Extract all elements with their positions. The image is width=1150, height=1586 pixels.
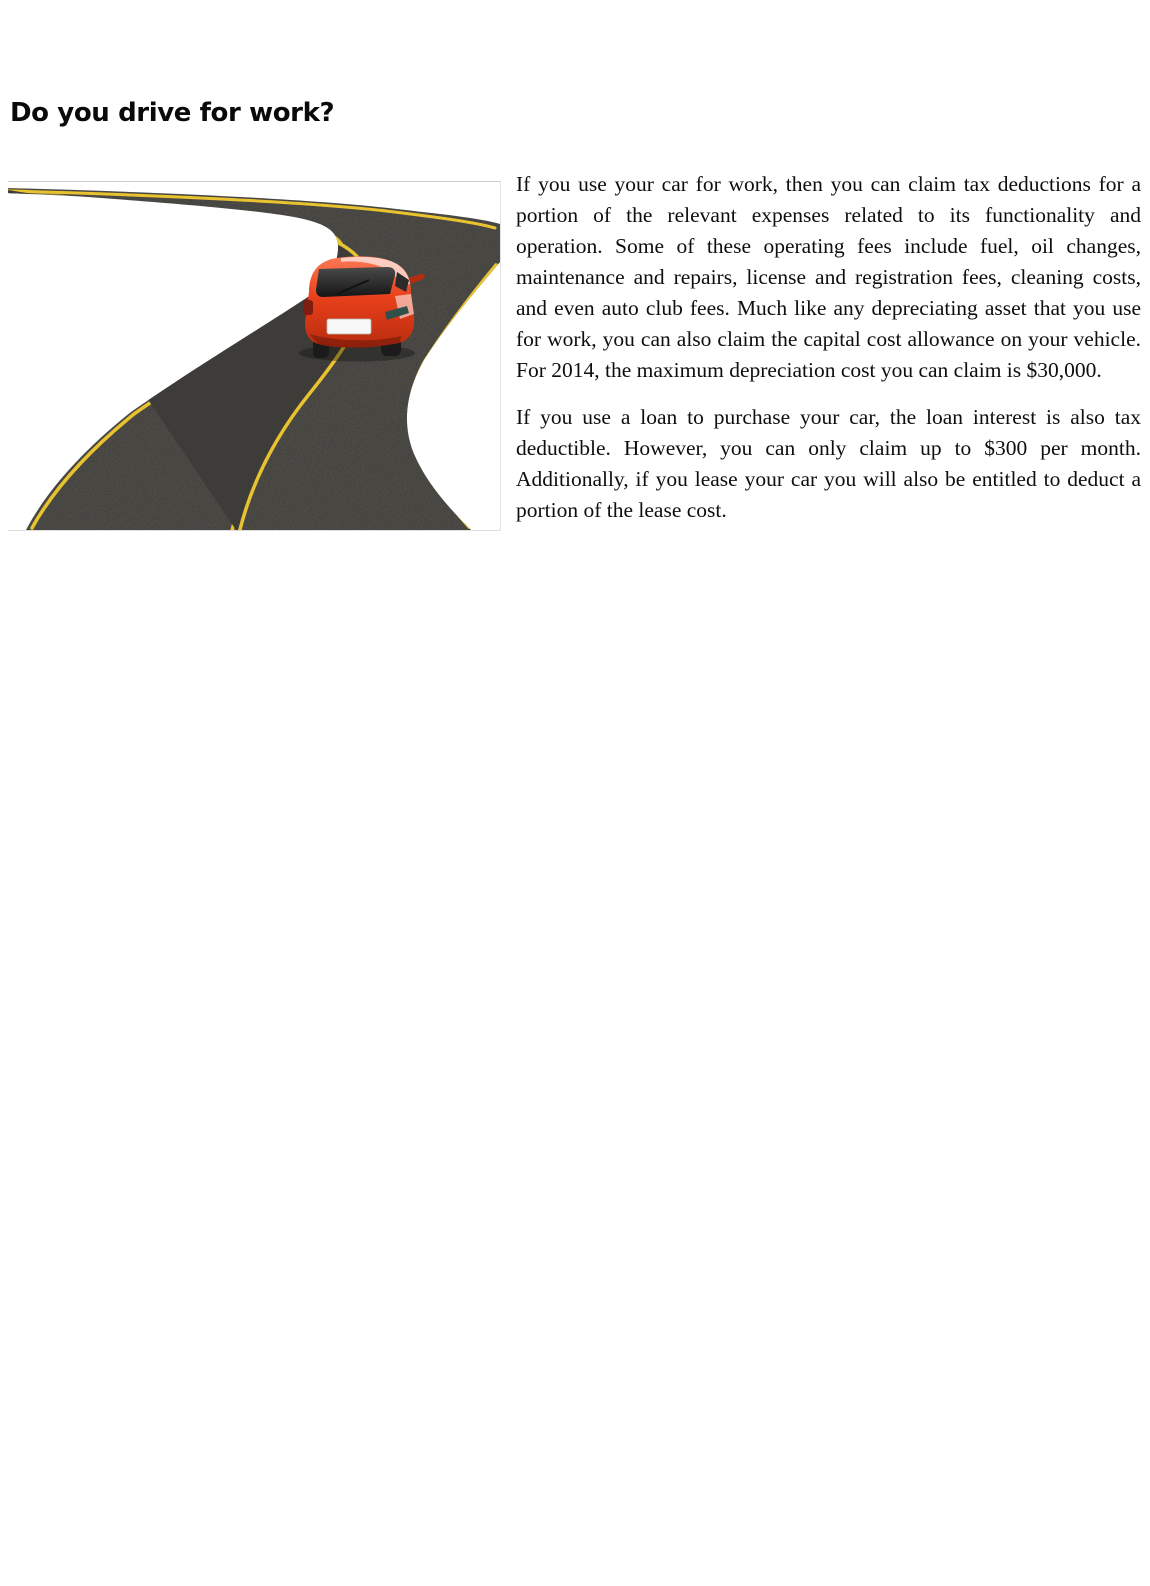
car-rear-window <box>316 267 395 297</box>
road-car-illustration <box>8 182 500 530</box>
page-title: Do you drive for work? <box>10 98 335 128</box>
document-page <box>0 98 1150 1586</box>
tail-light-left <box>303 300 313 315</box>
paragraph-tax-deductions: If you use your car for work, then you can claim tax deductions for a portion of the relevant expenses related to its functionality and operation. Some of these operating fees include fuel, oil changes, maintenance and repairs, license and registration fees, cleaning costs, and even auto club fees. Much like any depreciating asset that you use for work, you can also claim the capital cost allowance on your vehicle. For 2014, the maximum depreciation cost you can claim is $30,000. <box>516 172 1141 383</box>
paragraph-loan-lease: If you use a loan to purchase your car, the loan interest is also tax deductible. However, you can only claim up to $300 per month. Additionally, if you lease your car you will also be entitled to deduct a portion of the lease cost. <box>516 405 1141 523</box>
article-body <box>8 169 1141 526</box>
license-plate <box>327 319 371 334</box>
road-image <box>8 181 501 531</box>
